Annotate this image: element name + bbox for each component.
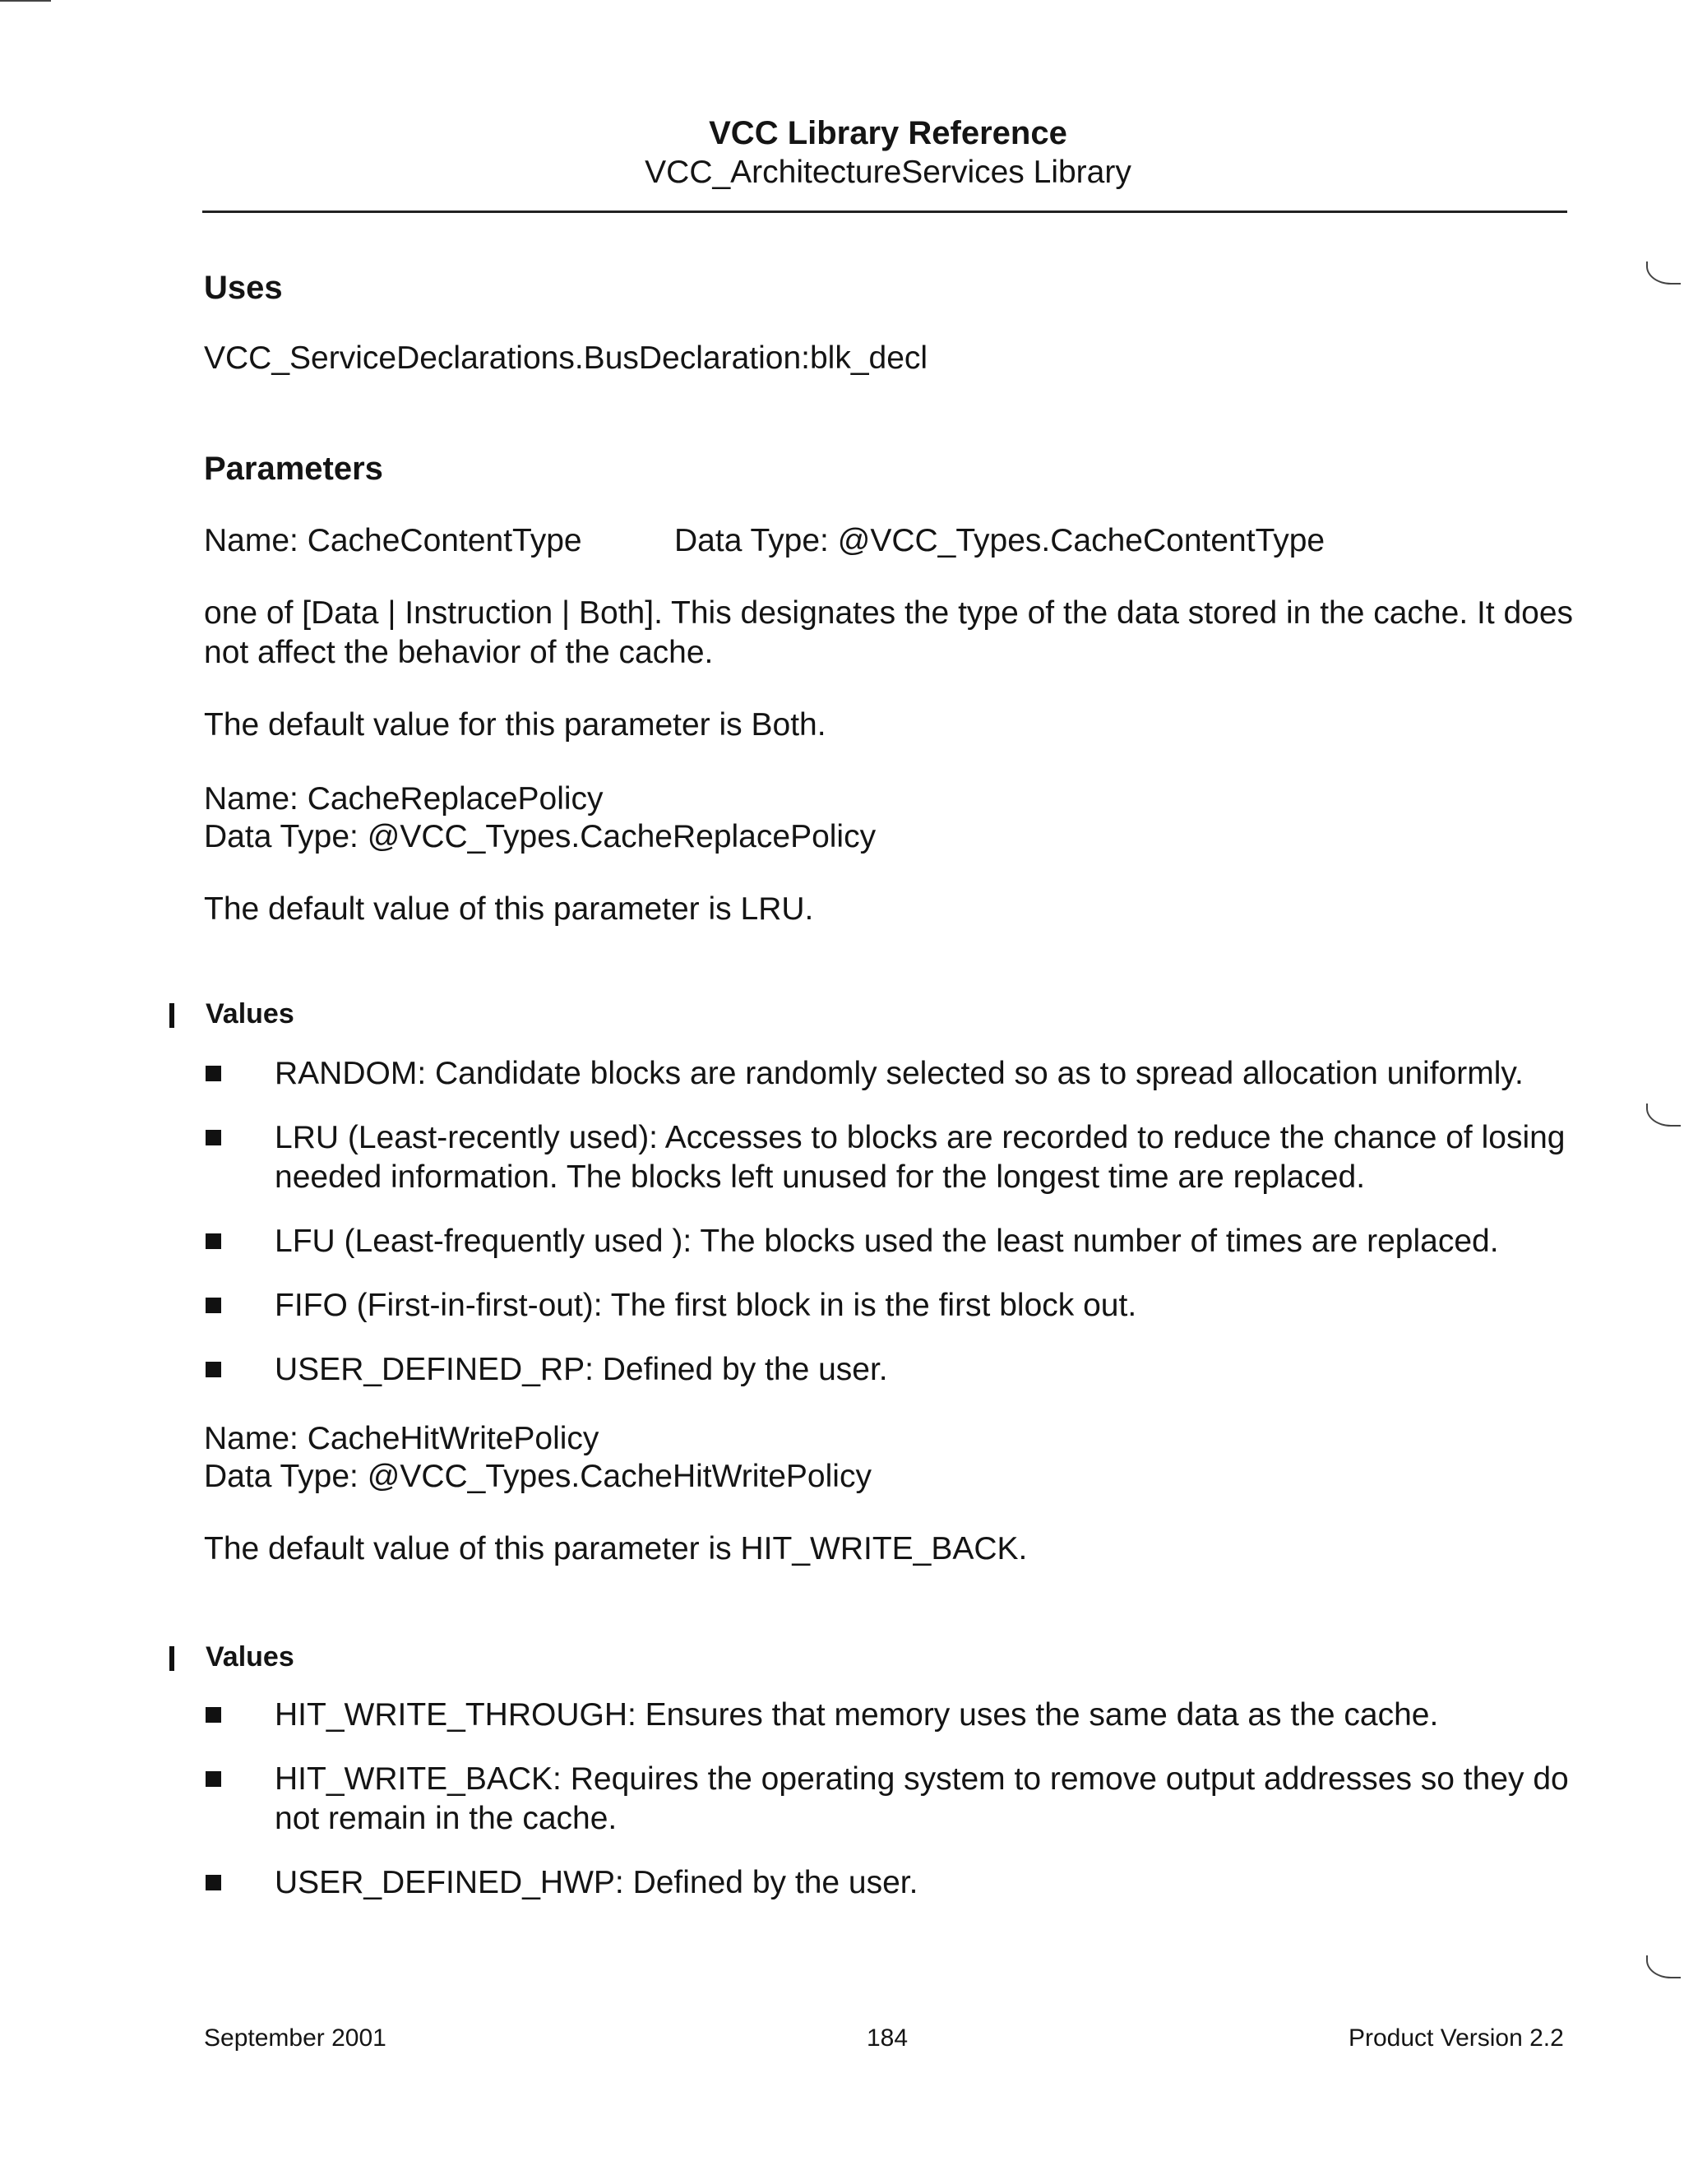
bullet-icon [206, 1066, 221, 1081]
param1-datatype: Data Type: @VCC_Types.CacheContentType [674, 523, 1325, 558]
bullet-icon [206, 1362, 221, 1377]
bullet-icon [206, 1298, 221, 1313]
list-item-text: LFU (Least-frequently used ): The blocks used the least number of times are replaced. [275, 1224, 1499, 1259]
param1-description: one of [Data | Instruction | Both]. This designates the type of the data stored in the cache. It does not affect the behavior of the cache. [204, 595, 1574, 670]
param2-default: The default value of this parameter is LRU. [204, 891, 814, 927]
uses-heading: Uses [204, 270, 283, 306]
header-title: VCC Library Reference [709, 115, 1067, 151]
bullet-icon [206, 1875, 221, 1890]
list-item-text: FIFO (First-in-first-out): The first block in is the first block out. [275, 1288, 1137, 1323]
change-bar [169, 1646, 174, 1671]
list-item-text: USER_DEFINED_HWP: Defined by the user. [275, 1865, 918, 1900]
param3-datatype: Data Type: @VCC_Types.CacheHitWritePolicy [204, 1459, 872, 1494]
scan-edge-mark [1646, 1955, 1681, 1978]
param3-values-heading: Values [206, 1641, 294, 1673]
scan-corner-line [0, 0, 51, 2]
bullet-icon [206, 1771, 221, 1787]
change-bar [169, 1003, 174, 1028]
footer-page-number: 184 [867, 2024, 909, 2052]
param3-default: The default value of this parameter is HIT_WRITE_BACK. [204, 1531, 1028, 1566]
bullet-icon [206, 1707, 221, 1723]
param1-name: Name: CacheContentType [204, 523, 582, 558]
parameters-heading: Parameters [204, 451, 383, 487]
list-item-text: HIT_WRITE_THROUGH: Ensures that memory uses the same data as the cache. [275, 1697, 1439, 1733]
uses-text: VCC_ServiceDeclarations.BusDeclaration:blk_decl [204, 340, 928, 376]
list-item-text: LRU (Least-recently used): Accesses to blocks are recorded to reduce the chance of losing needed information. The blocks left unused for the longest time are replaced. [275, 1120, 1566, 1195]
list-item-text: HIT_WRITE_BACK: Requires the operating system to remove output addresses so they do not remain in the cache. [275, 1761, 1569, 1836]
param2-datatype: Data Type: @VCC_Types.CacheReplacePolicy [204, 819, 877, 854]
param3-name: Name: CacheHitWritePolicy [204, 1421, 599, 1456]
header-subtitle: VCC_ArchitectureServices Library [645, 155, 1131, 190]
scan-edge-mark [1646, 261, 1681, 285]
param2-name: Name: CacheReplacePolicy [204, 781, 604, 817]
scan-edge-mark [1646, 1104, 1681, 1127]
param2-values-heading: Values [206, 998, 294, 1030]
footer-version: Product Version 2.2 [1349, 2024, 1564, 2052]
header-rule [202, 211, 1567, 213]
bullet-icon [206, 1233, 221, 1249]
bullet-icon [206, 1130, 221, 1145]
param1-default: The default value for this parameter is Both. [204, 707, 826, 743]
footer-date: September 2001 [204, 2024, 386, 2052]
list-item-text: RANDOM: Candidate blocks are randomly selected so as to spread allocation uniformly. [275, 1056, 1524, 1091]
list-item-text: USER_DEFINED_RP: Defined by the user. [275, 1352, 888, 1387]
